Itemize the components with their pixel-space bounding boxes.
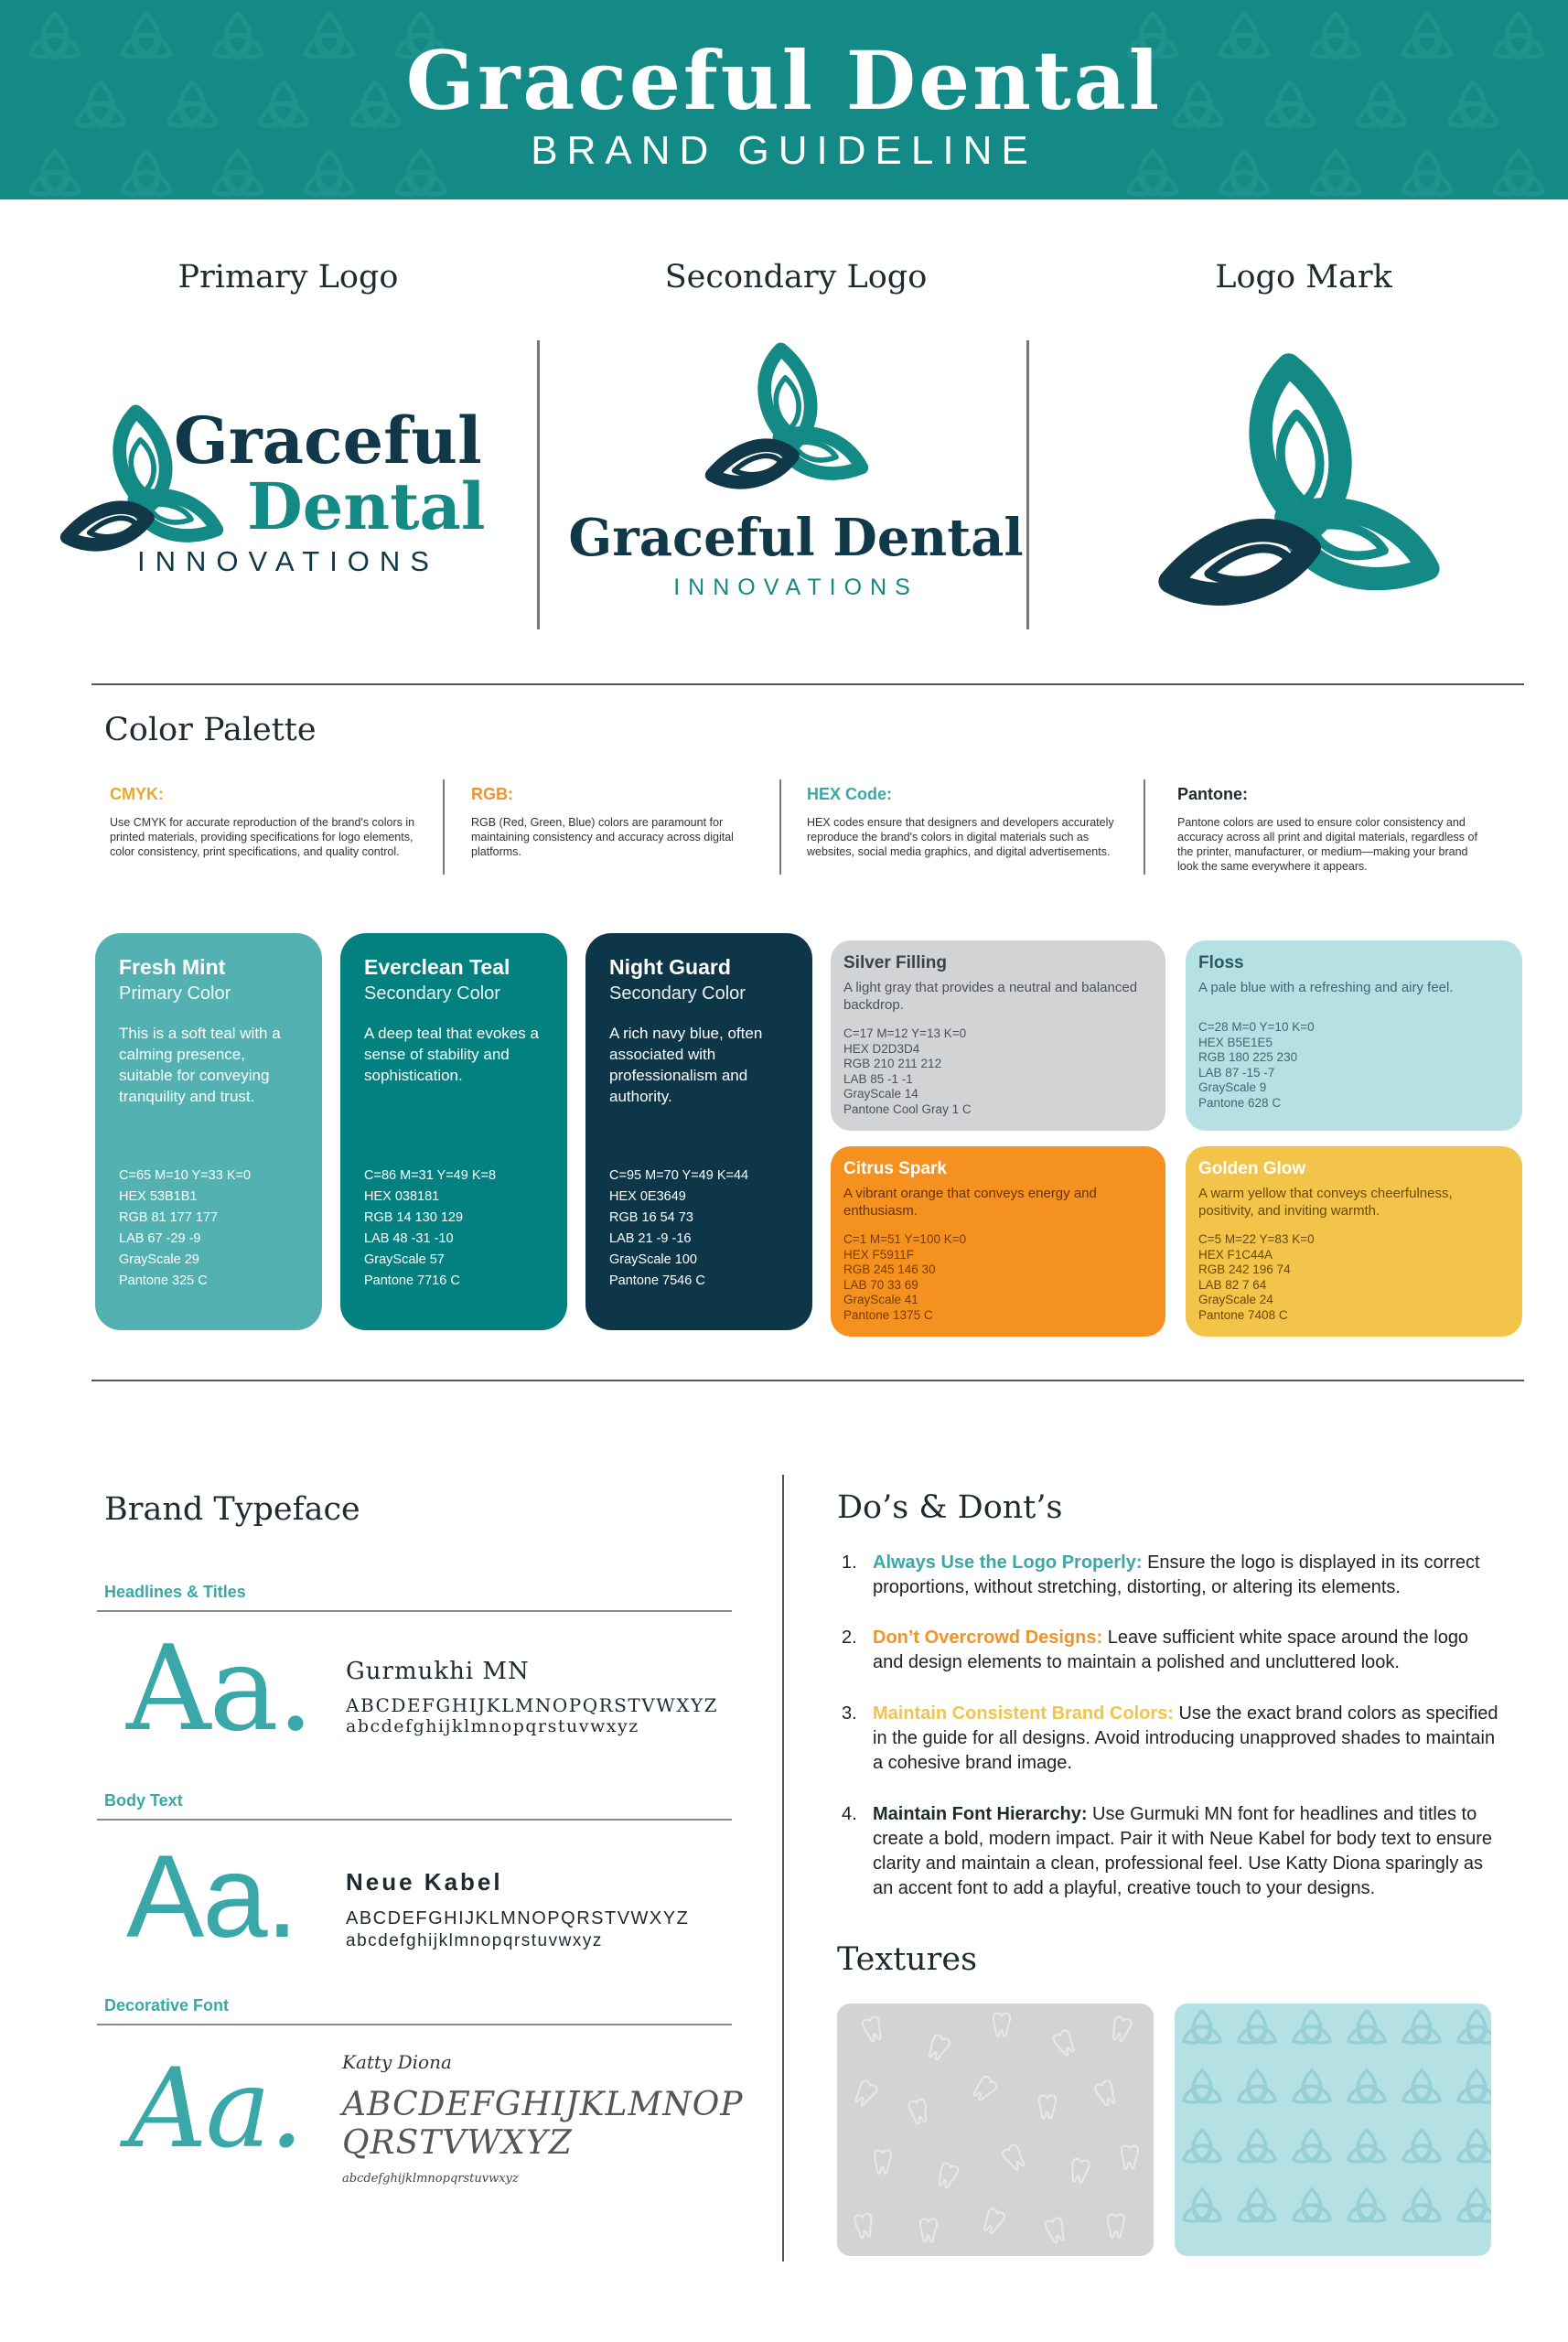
- spec-cmyk: C=28 M=0 Y=10 K=0: [1198, 1020, 1315, 1034]
- body-uppercase: ABCDEFGHIJKLMNOPQRSTVWXYZ: [346, 1908, 690, 1928]
- color-description: A vibrant orange that conveys energy and enthusiasm.: [843, 1186, 1097, 1219]
- decorative-label: Decorative Font: [104, 1996, 230, 2014]
- spec-lab: LAB 67 -29 -9: [119, 1231, 201, 1246]
- spec-pantone: Pantone 7546 C: [609, 1273, 705, 1288]
- color-role: Secondary Color: [364, 983, 500, 1004]
- dos-donts-heading: Do’s & Dont’s: [837, 1489, 1063, 1526]
- color-description: This is a soft teal with a calming presence, suitable for conveying tranquility and trust.: [119, 1025, 281, 1105]
- headlines-font-name: Gurmukhi MN: [346, 1658, 530, 1685]
- color-card-citrus-spark: [831, 1146, 1165, 1337]
- dos-item-1: [842, 1551, 1500, 1600]
- color-description: A rich navy blue, often associated with professionalism and authority.: [609, 1025, 763, 1105]
- spec-rgb: RGB 245 146 30: [843, 1262, 936, 1276]
- spec-cmyk: C=95 M=70 Y=49 K=44: [609, 1168, 749, 1183]
- color-role: Primary Color: [119, 983, 231, 1004]
- info-divider-1: [443, 779, 445, 875]
- secondary-logo-tagline: INNOVATIONS: [673, 575, 918, 600]
- dos-item-key: Always Use the Logo Properly:: [873, 1552, 1143, 1573]
- spec-grayscale: GrayScale 14: [843, 1087, 918, 1101]
- logo-divider-1: [537, 340, 540, 629]
- bottom-center-divider: [782, 1475, 784, 2261]
- spec-cmyk: C=5 M=22 Y=83 K=0: [1198, 1232, 1315, 1246]
- spec-grayscale: GrayScale 57: [364, 1252, 445, 1267]
- headlines-sample: Aa.: [126, 1621, 313, 1757]
- dos-item-3: [842, 1702, 1500, 1776]
- spec-cmyk: C=17 M=12 Y=13 K=0: [843, 1026, 967, 1040]
- color-specs: [364, 1166, 496, 1292]
- info-cmyk-text: Use CMYK for accurate reproduction of the brand's colors in printed materials, providing specifications for logo elements, color consistency, print specifications, and quality control.: [110, 816, 415, 858]
- color-specs: [1198, 1020, 1509, 1111]
- color-specs: [1198, 1232, 1509, 1323]
- dos-item-text: Leave sufficient white space around the logo and design elements to maintain a polished and uncluttered look.: [873, 1628, 1469, 1672]
- info-cmyk-title: CMYK:: [110, 785, 164, 803]
- header-subtitle: BRAND GUIDELINE: [531, 128, 1037, 173]
- color-name: Fresh Mint: [119, 955, 226, 979]
- primary-logo-heading: Primary Logo: [177, 259, 399, 295]
- section-divider-1: [91, 683, 1524, 685]
- spec-cmyk: C=86 M=31 Y=49 K=8: [364, 1168, 497, 1183]
- color-description: A pale blue with a refreshing and airy feel.: [1198, 980, 1454, 995]
- color-role: Secondary Color: [609, 983, 746, 1004]
- info-rgb-text: RGB (Red, Green, Blue) colors are paramount for maintaining consistency and accuracy across digital platforms.: [471, 816, 734, 858]
- color-name: Everclean Teal: [364, 955, 510, 979]
- spec-grayscale: GrayScale 41: [843, 1293, 918, 1306]
- secondary-logo-heading: Secondary Logo: [664, 259, 928, 295]
- primary-logo-tagline: INNOVATIONS: [137, 545, 439, 577]
- body-text-label: Body Text: [104, 1791, 183, 1810]
- color-description: A light gray that provides a neutral and balanced backdrop.: [843, 980, 1138, 1013]
- header-title: Graceful Dental: [405, 33, 1163, 128]
- spec-lab: LAB 21 -9 -16: [609, 1231, 692, 1246]
- spec-lab: LAB 48 -31 -10: [364, 1231, 454, 1246]
- spec-pantone: Pantone 628 C: [1198, 1095, 1282, 1110]
- dos-item-number: 1.: [842, 1552, 857, 1573]
- dos-item-text: Ensure the logo is displayed in its correct proportions, without stretching, distorting, or altering its elements.: [873, 1552, 1480, 1597]
- decorative-uppercase-1: ABCDEFGHIJKLMNOP: [342, 2086, 744, 2123]
- info-divider-2: [779, 779, 781, 875]
- textures-heading: Textures: [837, 1941, 978, 1978]
- spec-lab: LAB 87 -15 -7: [1198, 1065, 1275, 1080]
- spec-hex: HEX B5E1E5: [1198, 1035, 1273, 1049]
- spec-rgb: RGB 14 130 129: [364, 1210, 464, 1225]
- dos-item-key: Maintain Font Hierarchy:: [873, 1804, 1088, 1824]
- color-specs: [119, 1166, 251, 1292]
- decorative-lowercase: abcdefghijklmnopqrstuvwxyz: [342, 2172, 519, 2186]
- info-cmyk: [110, 785, 421, 859]
- body-text-rule: [97, 1819, 732, 1821]
- dos-item-key: Don’t Overcrowd Designs:: [873, 1628, 1103, 1648]
- primary-logo-word-dental: Dental: [247, 468, 486, 544]
- headlines-lowercase: abcdefghijklmnopqrstuvwxyz: [346, 1716, 639, 1736]
- info-hex: [807, 785, 1118, 859]
- color-specs: [843, 1026, 1153, 1117]
- color-description: A warm yellow that conveys cheerfulness, positivity, and inviting warmth.: [1198, 1186, 1453, 1219]
- color-name: Floss: [1198, 953, 1244, 972]
- info-hex-text: HEX codes ensure that designers and developers accurately reproduce the brand's colors in digital materials such as websites, social media graphics, and digital advertisements.: [807, 816, 1114, 858]
- info-hex-title: HEX Code:: [807, 785, 893, 803]
- spec-grayscale: GrayScale 29: [119, 1252, 199, 1267]
- color-name: Golden Glow: [1198, 1159, 1306, 1178]
- dos-item-number: 4.: [842, 1804, 857, 1824]
- decorative-font-name: Katty Diona: [342, 2051, 452, 2073]
- secondary-logo-wordmark: Graceful Dental: [568, 508, 1024, 568]
- dos-item-key: Maintain Consistent Brand Colors:: [873, 1703, 1174, 1724]
- info-rgb-title: RGB:: [471, 785, 513, 803]
- info-pantone-title: Pantone:: [1177, 785, 1249, 803]
- spec-hex: HEX 0E3649: [609, 1189, 686, 1204]
- body-text-sample: Aa.: [126, 1832, 297, 1962]
- tooth-pattern-icon: [837, 2004, 1154, 2256]
- info-pantone-text: Pantone colors are used to ensure color consistency and accuracy across all print and digital materials, regardless of the printer, manufacturer, or medium—making your brand look the same everywhere it appears.: [1177, 816, 1477, 873]
- brand-typeface-heading: Brand Typeface: [104, 1491, 360, 1528]
- headlines-label: Headlines & Titles: [104, 1583, 246, 1601]
- spec-hex: HEX 038181: [364, 1189, 440, 1204]
- spec-lab: LAB 82 7 64: [1198, 1277, 1267, 1292]
- color-name: Silver Filling: [843, 953, 947, 972]
- dos-item-number: 3.: [842, 1703, 857, 1724]
- body-lowercase: abcdefghijklmnopqrstuvwxyz: [346, 1931, 603, 1950]
- spec-rgb: RGB 16 54 73: [609, 1210, 693, 1225]
- dos-item-2: [842, 1626, 1500, 1675]
- logo-divider-2: [1026, 340, 1029, 629]
- color-specs: [609, 1166, 748, 1292]
- color-card-night-guard: [585, 933, 812, 1330]
- spec-cmyk: C=1 M=51 Y=100 K=0: [843, 1232, 967, 1246]
- dos-item-4: [842, 1802, 1500, 1901]
- spec-grayscale: GrayScale 9: [1198, 1080, 1267, 1094]
- spec-lab: LAB 70 33 69: [843, 1277, 918, 1292]
- spec-hex: HEX F1C44A: [1198, 1247, 1273, 1262]
- spec-rgb: RGB 180 225 230: [1198, 1050, 1298, 1064]
- info-pantone: [1177, 785, 1488, 874]
- decorative-sample: Aa.: [128, 2046, 303, 2173]
- texture-knot-pattern: [1175, 2004, 1491, 2256]
- headlines-uppercase: ABCDEFGHIJKLMNOPQRSTVWXYZ: [346, 1694, 719, 1716]
- color-card-silver-filling: [831, 940, 1165, 1131]
- dos-item-number: 2.: [842, 1628, 857, 1648]
- spec-grayscale: GrayScale 100: [609, 1252, 697, 1267]
- header-banner: [0, 0, 1568, 199]
- knot-pattern-icon: [1175, 2004, 1491, 2256]
- color-name: Citrus Spark: [843, 1159, 947, 1178]
- decorative-rule: [97, 2024, 732, 2025]
- headlines-rule: [97, 1610, 732, 1612]
- spec-pantone: Pantone Cool Gray 1 C: [843, 1101, 972, 1116]
- spec-hex: HEX D2D3D4: [843, 1041, 920, 1056]
- spec-pantone: Pantone 7408 C: [1198, 1307, 1288, 1322]
- spec-pantone: Pantone 7716 C: [364, 1273, 460, 1288]
- spec-cmyk: C=65 M=10 Y=33 K=0: [119, 1168, 252, 1183]
- spec-hex: HEX 53B1B1: [119, 1189, 198, 1204]
- spec-rgb: RGB 210 211 212: [843, 1057, 942, 1070]
- spec-pantone: Pantone 1375 C: [843, 1307, 933, 1322]
- spec-rgb: RGB 81 177 177: [119, 1210, 219, 1225]
- color-palette-heading: Color Palette: [104, 712, 317, 748]
- texture-tooth-pattern: [837, 2004, 1154, 2256]
- spec-lab: LAB 85 -1 -1: [843, 1071, 913, 1086]
- dos-item-text: Use the exact brand colors as specified in the guide for all designs. Avoid introducing unapproved shades to maintain a cohesive brand image.: [873, 1703, 1498, 1773]
- spec-grayscale: GrayScale 24: [1198, 1293, 1273, 1306]
- body-font-name: Neue Kabel: [346, 1868, 503, 1896]
- spec-rgb: RGB 242 196 74: [1198, 1262, 1291, 1276]
- secondary-logo-knot-icon: [691, 340, 883, 505]
- primary-logo-word-graceful: Graceful: [174, 403, 482, 478]
- color-card-floss: [1186, 940, 1522, 1131]
- info-rgb: [471, 785, 746, 859]
- decorative-uppercase-2: QRSTVWXYZ: [342, 2124, 573, 2162]
- color-name: Night Guard: [609, 955, 731, 979]
- spec-hex: HEX F5911F: [843, 1247, 915, 1262]
- color-card-fresh-mint: [95, 933, 322, 1330]
- info-divider-3: [1144, 779, 1145, 875]
- color-specs: [843, 1232, 1153, 1323]
- section-divider-2: [91, 1380, 1524, 1381]
- color-card-everclean-teal: [340, 933, 567, 1330]
- logo-mark-heading: Logo Mark: [1215, 259, 1392, 295]
- color-card-golden-glow: [1186, 1146, 1522, 1337]
- color-description: A deep teal that evokes a sense of stability and sophistication.: [364, 1025, 539, 1084]
- logo-mark-knot-icon: [1134, 349, 1464, 633]
- spec-pantone: Pantone 325 C: [119, 1273, 208, 1288]
- dos-item-text: Use Gurmuki MN font for headlines and titles to create a bold, modern impact. Pair it with Neue Kabel for body text to ensure clarity and maintain a clean, professional feel. Use Katty Diona sparingly as an accent font to add a playful, creative touch to your designs.: [873, 1804, 1493, 1898]
